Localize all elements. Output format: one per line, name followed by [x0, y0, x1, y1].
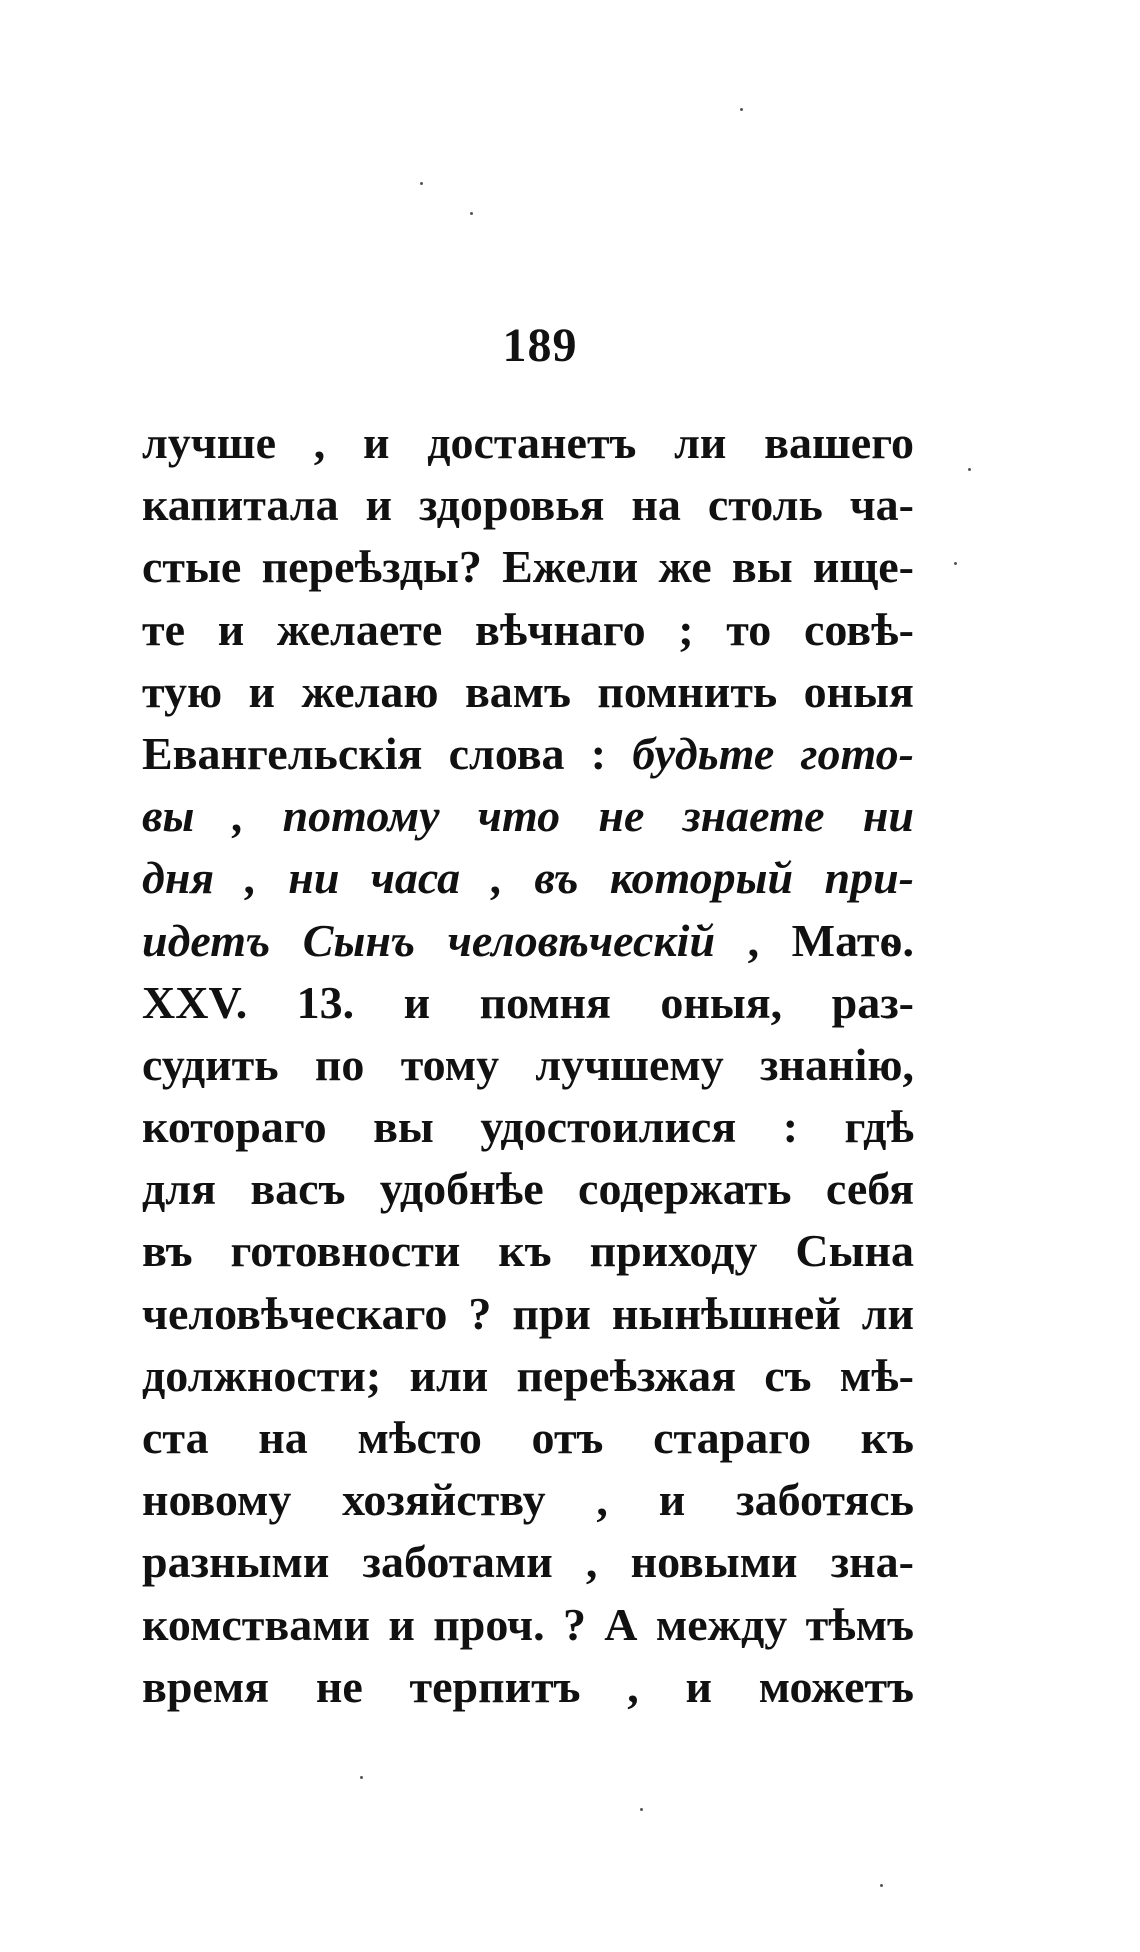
word: новому: [142, 1474, 292, 1526]
word: заботами: [362, 1536, 553, 1588]
word: и: [217, 603, 245, 655]
text-line: [142, 1158, 914, 1220]
word: ли: [674, 417, 727, 468]
word: въ: [142, 1225, 193, 1277]
text-line: [142, 972, 914, 1034]
word: къ: [860, 1412, 914, 1463]
text-line: [142, 847, 914, 909]
word: при-: [824, 852, 914, 904]
word: будьте: [632, 727, 775, 779]
word: вамъ: [464, 665, 571, 717]
word: на: [258, 1412, 308, 1463]
word: вы: [142, 790, 195, 842]
word: лучшему: [535, 1038, 724, 1090]
word: тѣмъ: [805, 1598, 914, 1650]
text-line: [142, 1345, 914, 1407]
word: знанію,: [760, 1038, 914, 1090]
word: удобнѣе: [379, 1163, 544, 1215]
word: ,: [491, 852, 503, 904]
text-line: [142, 1096, 914, 1158]
word: помнить: [597, 665, 778, 717]
word: стые: [142, 541, 242, 593]
word: столь: [707, 479, 823, 531]
word: желаю: [301, 665, 439, 717]
word: и: [362, 417, 390, 468]
text-line: [142, 1034, 914, 1096]
word: ча-: [849, 479, 914, 531]
word: удостоилися: [480, 1101, 737, 1153]
word: часа: [370, 852, 461, 904]
body-text: [142, 412, 914, 1718]
word: и: [248, 665, 276, 717]
word: здоровья: [419, 479, 605, 531]
scan-speck: [954, 562, 957, 565]
word: то: [726, 603, 772, 655]
scan-speck: [640, 1808, 643, 1811]
word: капитала: [142, 479, 339, 531]
text-line: [142, 474, 914, 536]
word: стараго: [653, 1412, 811, 1463]
word: для: [142, 1163, 216, 1215]
word: ,: [596, 1474, 608, 1526]
word: между: [655, 1598, 788, 1650]
word: хозяйству: [342, 1474, 546, 1526]
word: гдѣ: [844, 1101, 914, 1153]
word: совѣ-: [803, 603, 914, 655]
word: и: [658, 1474, 686, 1526]
word: судить: [142, 1038, 279, 1090]
text-line: [142, 1531, 914, 1593]
scan-speck: [880, 1884, 883, 1887]
word: тому: [400, 1038, 500, 1090]
word: оныя,: [660, 976, 783, 1028]
text-line: [142, 723, 914, 785]
word: те: [142, 603, 186, 655]
word: ,: [627, 1660, 639, 1712]
scan-speck: [360, 1776, 363, 1779]
word: тую: [142, 665, 223, 717]
word: по: [314, 1038, 365, 1090]
word: же: [658, 541, 712, 593]
word: котораго: [142, 1101, 327, 1153]
text-line: [142, 1594, 914, 1656]
word: человѣческій: [447, 914, 716, 966]
text-line: [142, 910, 914, 972]
text-line: [142, 661, 914, 723]
word: на: [631, 479, 681, 531]
text-line: [142, 785, 914, 847]
word: новыми: [630, 1536, 798, 1588]
word: разными: [142, 1536, 330, 1588]
word: лучше: [142, 417, 277, 468]
word: ли: [861, 1287, 914, 1339]
word: ,: [245, 852, 257, 904]
word: вашего: [764, 417, 914, 468]
word: и: [365, 479, 393, 531]
word: комствами: [142, 1598, 371, 1650]
word: можетъ: [758, 1660, 914, 1712]
word: человѣческаго: [142, 1287, 448, 1339]
word: А: [604, 1598, 638, 1650]
text-line: [142, 536, 914, 598]
word: васъ: [250, 1163, 346, 1215]
word: Евангельскія: [142, 727, 423, 779]
word: и: [403, 976, 431, 1028]
text-line: [142, 412, 914, 474]
word: и: [388, 1598, 415, 1650]
text-line: [142, 1407, 914, 1469]
word: проч.: [433, 1598, 545, 1650]
word: мѣ-: [839, 1349, 914, 1401]
word: время: [142, 1660, 270, 1712]
word: Сынъ: [302, 914, 416, 966]
word: въ: [534, 852, 579, 904]
word: достанетъ: [427, 417, 637, 468]
page-number: 189: [502, 319, 578, 372]
scan-speck: [740, 108, 743, 111]
word: переѣзжая: [516, 1349, 736, 1401]
word: :: [590, 727, 607, 779]
word: :: [782, 1101, 799, 1153]
word: ,: [313, 417, 326, 468]
word: или: [409, 1349, 489, 1401]
word: желаете: [276, 603, 443, 655]
word: Сына: [795, 1225, 914, 1277]
word: ;: [678, 603, 694, 655]
word: ,: [232, 790, 245, 842]
word: нынѣшней: [611, 1287, 841, 1339]
word: содержать: [578, 1163, 792, 1215]
word: ,: [747, 914, 760, 966]
word: 13.: [296, 976, 355, 1028]
word: съ: [764, 1349, 812, 1401]
text-line: [142, 1283, 914, 1345]
text-line: [142, 1656, 914, 1718]
word: не: [315, 1660, 363, 1712]
word: должности;: [142, 1349, 382, 1401]
word: ни: [288, 852, 340, 904]
word: знаете: [682, 790, 825, 842]
text-line: [142, 1220, 914, 1282]
word: что: [477, 790, 561, 842]
word: ста: [142, 1412, 209, 1463]
word: Ежели: [502, 541, 639, 593]
word: не: [598, 790, 645, 842]
text-line: [142, 599, 914, 661]
word: ни: [862, 790, 914, 842]
word: терпитъ: [409, 1660, 581, 1712]
word: вѣчнаго: [474, 603, 646, 655]
word: ище-: [812, 541, 914, 593]
word: приходу: [589, 1225, 758, 1277]
word: Матѳ.: [791, 914, 914, 966]
word: къ: [498, 1225, 552, 1277]
word: зна-: [830, 1536, 914, 1588]
word: оныя: [803, 665, 914, 717]
scan-speck: [470, 212, 473, 215]
scan-speck: [420, 182, 423, 185]
word: ?: [562, 1598, 586, 1650]
word: готовности: [230, 1225, 461, 1277]
word: ,: [585, 1536, 598, 1588]
word: отъ: [531, 1412, 604, 1463]
word: дня: [142, 852, 215, 904]
word: гото-: [800, 727, 914, 779]
scan-speck: [968, 468, 971, 471]
word: переѣзды?: [261, 541, 482, 593]
word: раз-: [831, 976, 914, 1028]
word: идетъ: [142, 914, 271, 966]
word: и: [685, 1660, 713, 1712]
word: потому: [282, 790, 440, 842]
word: ?: [468, 1287, 492, 1339]
word: себя: [825, 1163, 914, 1215]
word: при: [512, 1287, 591, 1339]
word: который: [609, 852, 794, 904]
text-line: [142, 1469, 914, 1531]
word: вы: [373, 1101, 434, 1153]
word: помня: [479, 976, 611, 1028]
word: мѣсто: [357, 1412, 482, 1463]
word: вы: [731, 541, 793, 593]
word: XXV.: [142, 976, 248, 1028]
word: слова: [448, 727, 565, 779]
word: заботясь: [736, 1474, 914, 1526]
